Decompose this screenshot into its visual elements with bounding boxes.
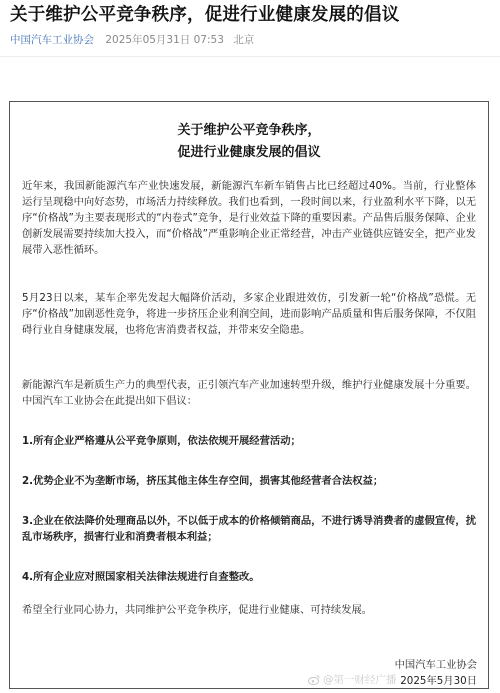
notice-title-line-1: 关于维护公平竞争秩序， xyxy=(177,123,321,138)
article-location: 北京 xyxy=(233,34,255,46)
notice-title-line-2: 促进行业健康发展的倡议 xyxy=(177,145,321,160)
article-time: 2025年05月31日 07:53 xyxy=(105,34,224,46)
notice-title xyxy=(10,120,488,164)
notice-signer: 中国汽车工业协会 xyxy=(394,659,477,671)
notice-paragraph-background: 5月23日以来，某车企率先发起大幅降价活动，多家企业跟进效仿，引发新一轮“价格战”恐慌。无序“价格战”加剧恶性竞争，将进一步挤压企业利润空间，进而影响产品质量和售后服务保障，不仅阻碍行业自身健康发展，也将危害消费者权益，并带来安全隐患。 xyxy=(22,292,476,336)
notice-item-1: 1.所有企业严格遵从公平竞争原则，依法依规开展经营活动； xyxy=(22,435,301,447)
notice-item-2: 2.优势企业不为垄断市场，挤压其他主体生存空间，损害其他经营者合法权益； xyxy=(22,475,384,487)
header-divider xyxy=(0,56,500,57)
article-source-link[interactable]: 中国汽车工业协会 xyxy=(10,34,94,46)
weibo-logo-icon xyxy=(308,674,320,686)
article-meta xyxy=(10,32,254,47)
notice-paragraph-proposal: 新能源汽车是新质生产力的典型代表，正引领汽车产业加速转型升级，维护行业健康发展十分重要。中国汽车工业协会在此提出如下倡议： xyxy=(22,379,476,407)
notice-date: 2025年5月30日 xyxy=(400,675,477,687)
watermark xyxy=(308,672,397,687)
notice-paragraph-closing: 希望全行业同心协力，共同维护公平竞争秩序，促进行业健康、可持续发展。 xyxy=(22,604,373,616)
notice-document xyxy=(9,101,489,689)
notice-item-3: 3.企业在依法降价处理商品以外，不以低于成本的价格倾销商品，不进行诱导消费者的虚假宣传，扰乱市场秩序，损害行业和消费者根本利益； xyxy=(22,515,476,543)
notice-paragraph-intro: 近年来，我国新能源汽车产业快速发展，新能源汽车新车销售占比已经超过40%。当前，行业整体运行呈现稳中向好态势，市场活力持续释放。我们也看到，一段时间以来，行业盈利水平下降，以无序“价格战”为主要表现形式的“内卷式”竞争，是行业效益下降的重要因素。产品售后服务保障、企业创新发展需要持续加大投入，而“价格战”严重影响企业正常经营，冲击产业链供应链安全，把产业发展带入恶性循环。 xyxy=(22,180,476,256)
article-title: 关于维护公平竞争秩序，促进行业健康发展的倡议 xyxy=(10,5,400,25)
notice-item-4: 4.所有企业应对照国家相关法律法规进行自查整改。 xyxy=(22,571,260,583)
watermark-text: @第一财经广播 xyxy=(323,674,397,686)
